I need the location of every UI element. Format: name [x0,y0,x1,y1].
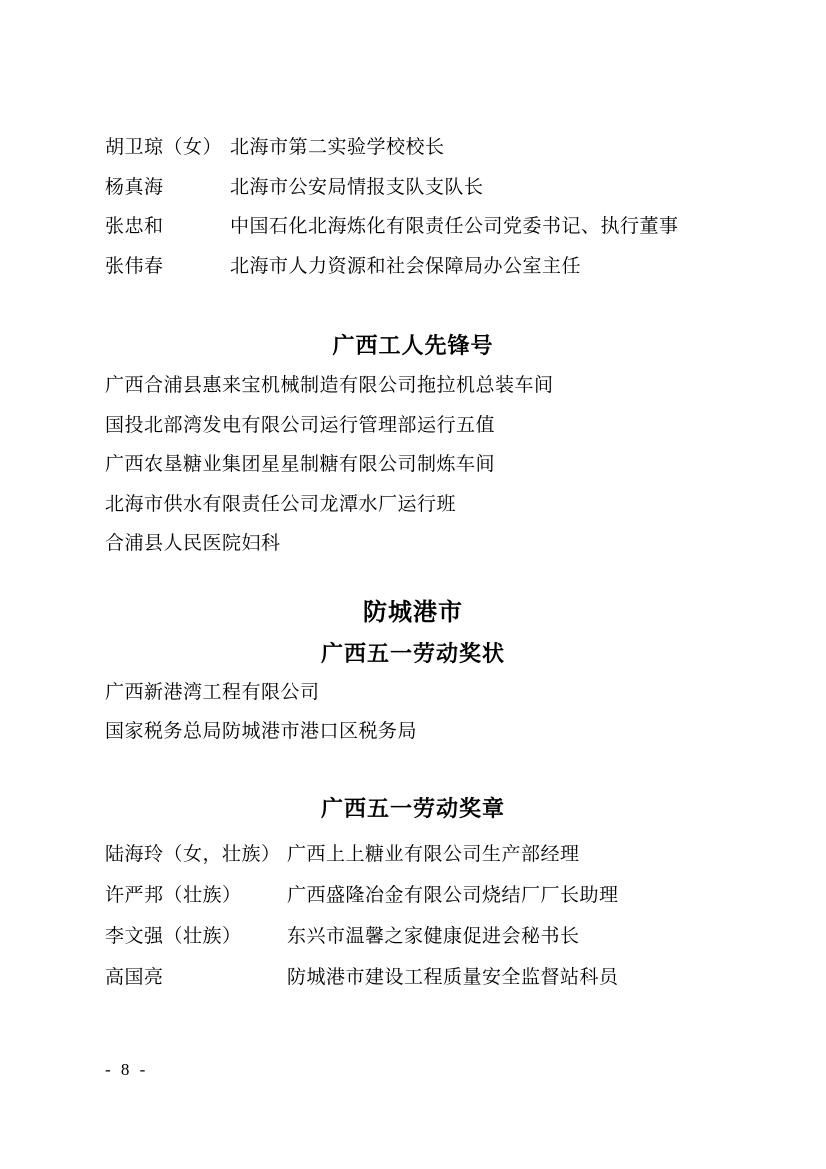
recipient-name: 张忠和 [105,216,164,238]
medal-list-continued [105,126,721,284]
recipient-row [105,205,721,245]
page-number: - 8 - [105,1060,149,1079]
recipient-row [105,955,721,996]
pioneer-item: 合浦县人民医院妇科 [105,533,281,555]
recipient-title: 北海市公安局情报支队支队长 [230,176,484,198]
recipient-name: 胡卫琼（女） [105,137,223,159]
recipient-title: 防城港市建设工程质量安全监督站科员 [287,966,619,988]
recipient-name: 许严邦（壮族） [105,884,242,906]
recipient-name: 陆海玲（女，壮族） [105,843,281,865]
recipient-title: 广西上上糖业有限公司生产部经理 [287,843,580,865]
recipient-name: 张伟春 [105,255,164,277]
recipient-row [105,245,721,285]
recipient-title: 中国石化北海炼化有限责任公司党委书记、执行董事 [230,216,679,238]
pioneer-item: 国投北部湾发电有限公司运行管理部运行五值 [105,414,496,436]
recipient-name: 杨真海 [105,176,164,198]
pioneer-list [105,364,721,562]
recipient-name: 李文强（壮族） [105,925,242,947]
certificate-item: 广西新港湾工程有限公司 [105,681,320,703]
recipient-row [105,166,721,206]
recipient-row [105,873,721,914]
recipient-row [105,832,721,873]
recipient-name: 高国亮 [105,966,164,988]
pioneer-item: 北海市供水有限责任公司龙潭水厂运行班 [105,493,457,515]
recipient-title: 广西盛隆冶金有限公司烧结厂厂长助理 [287,884,619,906]
section-heading-medal: 广西五一劳动奖章 [320,795,505,821]
city-heading: 防城港市 [363,598,463,626]
recipient-title: 北海市人力资源和社会保障局办公室主任 [230,255,582,277]
recipient-title: 北海市第二实验学校校长 [230,137,445,159]
certificate-item: 国家税务总局防城港市港口区税务局 [105,721,418,743]
section-heading-pioneer: 广西工人先锋号 [332,333,494,358]
pioneer-item: 广西农垦糖业集团星星制糖有限公司制炼车间 [105,454,496,476]
recipient-row [105,126,721,166]
medal-list [105,832,721,996]
section-heading-certificate: 广西五一劳动奖状 [320,640,505,666]
pioneer-item: 广西合浦县惠来宝机械制造有限公司拖拉机总装车间 [105,375,554,397]
certificate-list [105,671,721,750]
recipient-title: 东兴市温馨之家健康促进会秘书长 [287,925,580,947]
recipient-row [105,914,721,955]
